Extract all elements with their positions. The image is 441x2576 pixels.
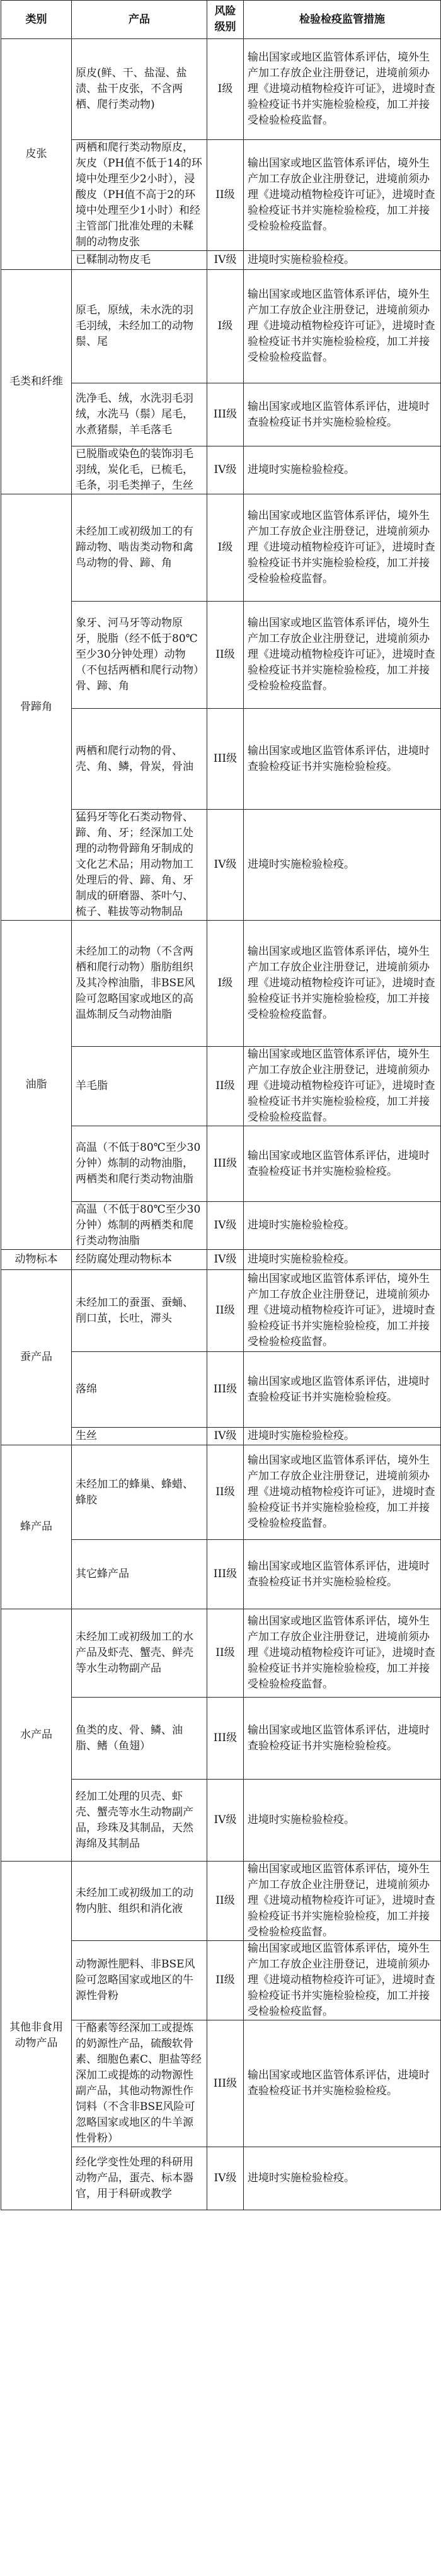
measure-cell: 进境时实施检验检疫。	[244, 810, 441, 921]
product-cell: 羊毛脂	[72, 1047, 207, 1126]
risk-level-cell: I级	[207, 270, 244, 383]
product-cell: 经防腐处理动物标本	[72, 1250, 207, 1270]
measure-cell: 输出国家或地区监管体系评估，境外生产加工存放企业注册登记，进境前须办理《进境动植物检疫许可证》，进境时查验检疫证书并实施检验检疫，加工并接受检验检疫监督。	[244, 1445, 441, 1540]
product-cell: 两栖和爬行类动物原皮，灰皮（PH值不低于14的环境中处理至少2小时），浸酸皮（PH值不高于2的环境中处理至少1小时）和经主管部门批准处理的未鞣制的动物皮张	[72, 140, 207, 251]
risk-level-cell: I级	[207, 921, 244, 1047]
risk-level-cell: II级	[207, 140, 244, 251]
product-cell: 未经加工或初级加工的有蹄动物、啮齿类动物和禽鸟动物的骨、蹄、角	[72, 494, 207, 602]
measure-cell: 输出国家或地区监管体系评估，进境时查验检疫证书并实施检验检疫。	[244, 383, 441, 446]
product-cell: 经化学变性处理的科研用动物产品，蛋壳、标本器官，用于科研或教学	[72, 2147, 207, 2210]
measure-cell: 输出国家或地区监管体系评估，境外生产加工存放企业注册登记，进境前须办理《进境动植物检疫许可证》，进境时查验检疫证书并实施检验检疫，加工并接受检验检疫监督。	[244, 494, 441, 602]
product-cell: 猛犸牙等化石类动物骨、蹄、角、牙；经深加工处理的动物骨蹄角牙制成的文化艺术品；用动物加工处理后的骨、蹄、角、牙制成的研磨器、茶叶勺、梳子、鞋拔等动物制品	[72, 810, 207, 921]
risk-level-cell: I级	[207, 39, 244, 140]
table-row	[1, 1445, 441, 1540]
product-cell: 未经加工或初级加工的水产品及虾壳、蟹壳、鲜壳等水生动物副产品	[72, 1609, 207, 1698]
measure-cell: 进境时实施检验检疫。	[244, 1250, 441, 1270]
measure-cell: 输出国家或地区监管体系评估，境外生产加工存放企业注册登记，进境前须办理《进境动植物检疫许可证》，进境时查验检疫证书并实施检验检疫，加工并接受检验检疫监督。	[244, 1862, 441, 1941]
measure-cell: 输出国家或地区监管体系评估，进境时查验检疫证书并实施检验检疫。	[244, 1352, 441, 1428]
measure-cell: 输出国家或地区监管体系评估，境外生产加工存放企业注册登记，进境前须办理《进境动植物检疫许可证》，进境时查验检疫证书并实施检验检疫，加工并接受检验检疫监督。	[244, 1609, 441, 1698]
product-cell: 原皮(鲜、干、盐湿、盐渍、盐干皮张，不含两栖、爬行类动物)	[72, 39, 207, 140]
risk-level-cell: III级	[207, 709, 244, 810]
table-row	[1, 1250, 441, 1270]
table-row	[1, 1862, 441, 1941]
product-cell: 已鞣制动物皮毛	[72, 251, 207, 270]
category-cell: 蜂产品	[1, 1445, 72, 1609]
risk-level-cell: III级	[207, 1126, 244, 1202]
risk-level-cell: IV级	[207, 2147, 244, 2210]
risk-table	[1, 0, 441, 2210]
measure-cell: 输出国家或地区监管体系评估，境外生产加工存放企业注册登记，进境前须办理《进境动植物检疫许可证》，进境时查验检疫证书并实施检验检疫，加工并接受检验检疫监督。	[244, 1941, 441, 2020]
col-header-measures: 检验检疫监管措施	[244, 1, 441, 39]
risk-level-cell: I级	[207, 494, 244, 602]
product-cell: 经加工处理的贝壳、虾壳、蟹壳等水生动物副产品，珍珠及其制品，天然海绵及其制品	[72, 1780, 207, 1862]
product-cell: 动物源性肥料、非BSE风险可忽略国家或地区的牛源性骨粉	[72, 1941, 207, 2020]
product-cell: 洗净毛、绒，水洗羽毛羽绒，水洗马（鬃）尾毛，水煮猪鬃，羊毛落毛	[72, 383, 207, 446]
product-cell: 干酪素等经深加工或提炼的奶源性产品，硫酸软骨素、细胞色素C、胆盐等经深加工或提炼的动物源性副产品，其他动物源性作饲料（不含非BSE风险可忽略国家或地区的牛羊源性骨粉）	[72, 2020, 207, 2147]
measure-cell: 进境时实施检验检疫。	[244, 1428, 441, 1445]
product-cell: 未经加工的蜂巢、蜂蜡、蜂胶	[72, 1445, 207, 1540]
category-cell: 其他非食用动物产品	[1, 1862, 72, 2210]
product-cell: 两栖和爬行动物的骨、壳、角、鳞，骨炭，骨油	[72, 709, 207, 810]
measure-cell: 输出国家或地区监管体系评估，境外生产加工存放企业注册登记，进境前须办理《进境动植物检疫许可证》，进境时查验检疫证书并实施检验检疫，加工并接受检验检疫监督。	[244, 140, 441, 251]
risk-level-cell: III级	[207, 2020, 244, 2147]
product-cell: 未经加工的动物（不含两栖和爬行动物）脂肪组织及其冷榨油脂，非BSE风险可忽略国家或地区的高温炼制反刍动物油脂	[72, 921, 207, 1047]
category-cell: 蚕产品	[1, 1270, 72, 1445]
table-row	[1, 921, 441, 1047]
risk-level-cell: II级	[207, 1270, 244, 1352]
measure-cell: 进境时实施检验检疫。	[244, 251, 441, 270]
table-row	[1, 494, 441, 602]
category-cell: 骨蹄角	[1, 494, 72, 921]
risk-level-cell: IV级	[207, 251, 244, 270]
measure-cell: 输出国家或地区监管体系评估，进境时查验检疫证书并实施检验检疫。	[244, 1540, 441, 1609]
measure-cell: 进境时实施检验检疫。	[244, 446, 441, 494]
measure-cell: 输出国家或地区监管体系评估，境外生产加工存放企业注册登记，进境前须办理《进境动植物检疫许可证》，进境时查验检疫证书并实施检验检疫，加工并接受检验检疫监督。	[244, 1047, 441, 1126]
category-cell: 水产品	[1, 1609, 72, 1862]
measure-cell: 输出国家或地区监管体系评估，进境时查验检疫证书并实施检验检疫。	[244, 1698, 441, 1780]
col-header-risk-level: 风险级别	[207, 1, 244, 39]
risk-level-cell: II级	[207, 1862, 244, 1941]
measure-cell: 进境时实施检验检疫。	[244, 1780, 441, 1862]
col-header-product: 产品	[72, 1, 207, 39]
product-cell: 已脱脂或染色的装饰羽毛羽绒，炭化毛，已梳毛，毛条，羽毛类掸子，生丝	[72, 446, 207, 494]
product-cell: 原毛，原绒，未水洗的羽毛羽绒，未经加工的动物鬃、尾	[72, 270, 207, 383]
risk-level-cell: IV级	[207, 1428, 244, 1445]
measure-cell: 输出国家或地区监管体系评估，进境时查验检疫证书并实施检验检疫。	[244, 1126, 441, 1202]
risk-level-cell: III级	[207, 1698, 244, 1780]
product-cell: 高温（不低于80℃至少30分钟）炼制的动物油脂，两栖类和爬行类动物油脂	[72, 1126, 207, 1202]
table-row	[1, 270, 441, 383]
product-cell: 未经加工或初级加工的动物内脏、组织和消化液	[72, 1862, 207, 1941]
product-cell: 其它蜂产品	[72, 1540, 207, 1609]
product-cell: 生丝	[72, 1428, 207, 1445]
table-header-row	[1, 1, 441, 39]
risk-level-cell: IV级	[207, 1250, 244, 1270]
product-cell: 高温（不低于80℃至少30分钟）炼制的两栖类和爬行类动物油脂	[72, 1202, 207, 1250]
risk-level-cell: IV级	[207, 1202, 244, 1250]
measure-cell: 输出国家或地区监管体系评估，进境时查验检疫证书并实施检验检疫。	[244, 2020, 441, 2147]
product-cell: 鱼类的皮、骨、鳞、油脂、鳍（鱼翅）	[72, 1698, 207, 1780]
category-cell: 皮张	[1, 39, 72, 270]
risk-level-cell: III级	[207, 1540, 244, 1609]
measure-cell: 输出国家或地区监管体系评估，境外生产加工存放企业注册登记，进境前须办理《进境动植物检疫许可证》，进境时查验检疫证书并实施检验检疫，加工并接受检验检疫监督。	[244, 602, 441, 709]
risk-level-cell: III级	[207, 1352, 244, 1428]
measure-cell: 输出国家或地区监管体系评估，境外生产加工存放企业注册登记，进境前须办理《进境动植物检疫许可证》，进境时查验检疫证书并实施检验检疫，加工并接受检验检疫监督。	[244, 39, 441, 140]
risk-level-cell: II级	[207, 602, 244, 709]
measure-cell: 输出国家或地区监管体系评估，境外生产加工存放企业注册登记，进境前须办理《进境动植物检疫许可证》，进境时查验检疫证书并实施检验检疫，加工并接受检验检疫监督。	[244, 1270, 441, 1352]
measure-cell: 输出国家或地区监管体系评估，进境时查验检疫证书并实施检验检疫。	[244, 709, 441, 810]
category-cell: 动物标本	[1, 1250, 72, 1270]
category-cell: 毛类和纤维	[1, 270, 72, 494]
product-cell: 未经加工的蚕蛋、蚕蛹、削口茧，长吐，滞头	[72, 1270, 207, 1352]
category-cell: 油脂	[1, 921, 72, 1250]
table-row	[1, 39, 441, 140]
risk-level-cell: II级	[207, 1047, 244, 1126]
measure-cell: 进境时实施检验检疫。	[244, 1202, 441, 1250]
risk-level-cell: IV级	[207, 810, 244, 921]
risk-level-cell: III级	[207, 383, 244, 446]
measure-cell: 输出国家或地区监管体系评估，境外生产加工存放企业注册登记，进境前须办理《进境动植物检疫许可证》，进境时查验检疫证书并实施检验检疫，加工并接受检验检疫监督。	[244, 921, 441, 1047]
risk-level-cell: II级	[207, 1941, 244, 2020]
risk-level-cell: IV级	[207, 1780, 244, 1862]
risk-level-cell: II级	[207, 1445, 244, 1540]
col-header-category: 类别	[1, 1, 72, 39]
measure-cell: 输出国家或地区监管体系评估，境外生产加工存放企业注册登记，进境前须办理《进境动植物检疫许可证》，进境时查验检疫证书并实施检验检疫，加工并接受检验检疫监督。	[244, 270, 441, 383]
product-cell: 落绵	[72, 1352, 207, 1428]
risk-level-cell: IV级	[207, 446, 244, 494]
product-cell: 象牙、河马牙等动物原牙，脱脂（经不低于80℃至少30分钟处理）动物（不包括两栖和爬行动物）骨、蹄、角	[72, 602, 207, 709]
table-row	[1, 1609, 441, 1698]
risk-level-cell: II级	[207, 1609, 244, 1698]
table-row	[1, 1270, 441, 1352]
measure-cell: 进境时实施检验检疫。	[244, 2147, 441, 2210]
table-body	[1, 39, 441, 2210]
